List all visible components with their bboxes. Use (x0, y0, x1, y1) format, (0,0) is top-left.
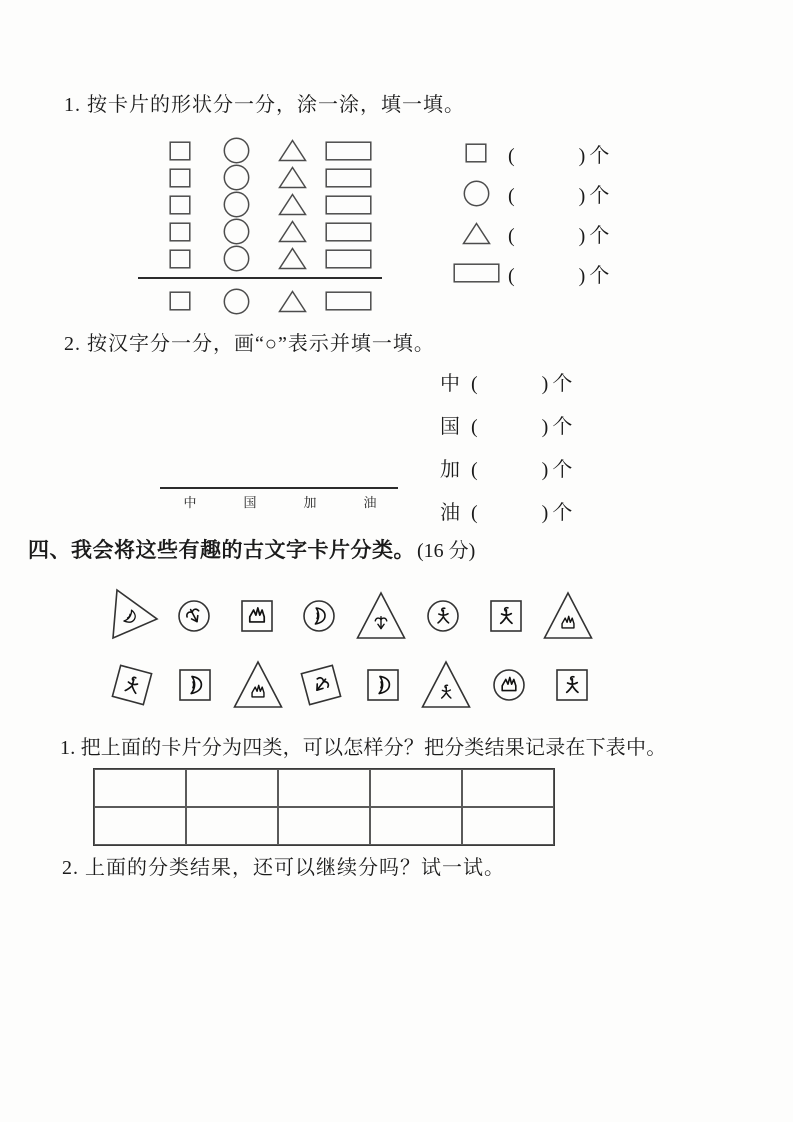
answer-blank[interactable]: ( ) (471, 373, 550, 395)
tally-cell-rectangle[interactable] (320, 245, 376, 272)
table-cell[interactable] (462, 769, 554, 807)
q2-chart-baseline (160, 487, 398, 489)
square-icon (452, 143, 500, 163)
q1-chart-row (152, 137, 376, 164)
q2-axis-label: 国 (243, 495, 257, 510)
q1-answer-row (452, 173, 609, 213)
answer-character-label: 国 (440, 416, 460, 438)
answer-unit: 个 (589, 264, 610, 287)
q2-answer-row (437, 489, 572, 532)
question-1-prompt: 1. 按卡片的形状分一分，涂一涂，填一填。 (64, 94, 465, 116)
answer-character-label: 中 (440, 373, 460, 395)
card-person-square (544, 652, 600, 718)
answer-unit: 个 (552, 416, 573, 438)
q1-answer-row (452, 133, 609, 173)
answer-character-label: 加 (440, 459, 460, 481)
section-4-score: (16 分) (417, 540, 476, 562)
table-cell[interactable] (278, 769, 370, 807)
section-4-question-1-prompt: 1. 把上面的卡片分为四类，可以怎样分？把分类结果记录在下表中。 (60, 737, 667, 759)
question-2-prompt: 2. 按汉字分一分，画“○”表示并填一填。 (64, 333, 435, 355)
circle-icon (452, 180, 500, 207)
tally-cell-square[interactable] (152, 164, 208, 191)
table-cell[interactable] (186, 769, 278, 807)
answer-unit: 个 (552, 502, 573, 524)
ancient-cards-row-2 (104, 652, 600, 722)
q2-axis-label: 油 (363, 495, 377, 510)
tally-cell-rectangle[interactable] (320, 218, 376, 245)
answer-unit: 个 (589, 184, 610, 207)
card-person-circle (415, 583, 471, 649)
q1-chart-baseline (138, 277, 382, 279)
card-person-triangle (418, 652, 474, 718)
tally-cell-circle[interactable] (208, 218, 264, 245)
table-cell[interactable] (370, 807, 462, 845)
axis-label-square-icon (152, 287, 208, 315)
answer-blank[interactable]: ( ) (508, 144, 587, 167)
q1-chart-row (152, 218, 376, 245)
q1-shape-tally-chart[interactable] (152, 137, 376, 272)
q1-answer-row (452, 213, 609, 253)
table-cell[interactable] (94, 807, 186, 845)
tally-cell-rectangle[interactable] (320, 191, 376, 218)
tally-cell-circle[interactable] (208, 245, 264, 272)
q2-answer-list (437, 360, 572, 532)
tally-cell-circle[interactable] (208, 191, 264, 218)
q2-answer-row (437, 446, 572, 489)
ancient-cards-row-1 (104, 583, 596, 651)
q1-answer-row (452, 253, 609, 293)
card-moon-square (167, 652, 223, 718)
tally-cell-circle[interactable] (208, 137, 264, 164)
answer-blank[interactable]: ( ) (471, 459, 550, 481)
q2-answer-row (437, 403, 572, 446)
q2-axis-label: 中 (183, 495, 197, 510)
card-person-square-tilted (104, 652, 160, 718)
answer-unit: 个 (589, 144, 610, 167)
tally-cell-triangle[interactable] (264, 245, 320, 272)
answer-character-label: 油 (440, 502, 460, 524)
tally-cell-rectangle[interactable] (320, 137, 376, 164)
card-branch-arrow-square-tilted-ccw (293, 652, 349, 718)
q2-axis-label: 加 (303, 495, 317, 510)
triangle-icon (452, 222, 500, 245)
card-branch-arrow-triangle (353, 583, 409, 649)
tally-cell-triangle[interactable] (264, 218, 320, 245)
table-cell[interactable] (370, 769, 462, 807)
q2-answer-row (437, 360, 572, 403)
card-mountain-square (229, 583, 285, 649)
tally-cell-circle[interactable] (208, 164, 264, 191)
tally-cell-triangle[interactable] (264, 137, 320, 164)
axis-label-triangle-icon (264, 287, 320, 315)
card-mountain-triangle (230, 652, 286, 718)
axis-label-rectangle-icon (320, 287, 376, 315)
tally-cell-square[interactable] (152, 137, 208, 164)
classification-table (93, 768, 555, 846)
answer-unit: 个 (589, 224, 610, 247)
card-branch-arrow-circle (166, 583, 222, 649)
card-moon-square (355, 652, 411, 718)
section-4-title: 四、我会将这些有趣的古文字卡片分类。 (28, 539, 415, 562)
card-moon-circle (291, 583, 347, 649)
tally-cell-square[interactable] (152, 245, 208, 272)
answer-unit: 个 (552, 459, 573, 481)
q1-chart-row (152, 245, 376, 272)
answer-blank[interactable]: ( ) (471, 502, 550, 524)
tally-cell-triangle[interactable] (264, 164, 320, 191)
q2-circle-drawing-area[interactable] (160, 392, 400, 486)
section-4-question-2-prompt: 2. 上面的分类结果，还可以继续分吗？试一试。 (62, 857, 505, 879)
q1-chart-row (152, 191, 376, 218)
tally-cell-square[interactable] (152, 191, 208, 218)
rectangle-icon (452, 263, 500, 283)
table-cell[interactable] (462, 807, 554, 845)
answer-blank[interactable]: ( ) (508, 264, 587, 287)
table-cell[interactable] (186, 807, 278, 845)
table-cell[interactable] (94, 769, 186, 807)
answer-unit: 个 (552, 373, 573, 395)
q1-chart-axis-labels (152, 287, 376, 315)
answer-blank[interactable]: ( ) (508, 184, 587, 207)
card-mountain-triangle (540, 583, 596, 649)
axis-label-circle-icon (208, 287, 264, 315)
section-4-heading (28, 534, 475, 564)
q1-answer-list (452, 133, 609, 293)
tally-cell-square[interactable] (152, 218, 208, 245)
tally-cell-rectangle[interactable] (320, 164, 376, 191)
card-moon-triangle-tilted (104, 583, 160, 649)
table-cell[interactable] (278, 807, 370, 845)
q1-chart-row (152, 164, 376, 191)
q2-chart-axis-labels (160, 492, 400, 511)
card-person-square (478, 583, 534, 649)
card-mountain-circle (481, 652, 537, 718)
tally-cell-triangle[interactable] (264, 191, 320, 218)
answer-blank[interactable]: ( ) (471, 416, 550, 438)
answer-blank[interactable]: ( ) (508, 224, 587, 247)
